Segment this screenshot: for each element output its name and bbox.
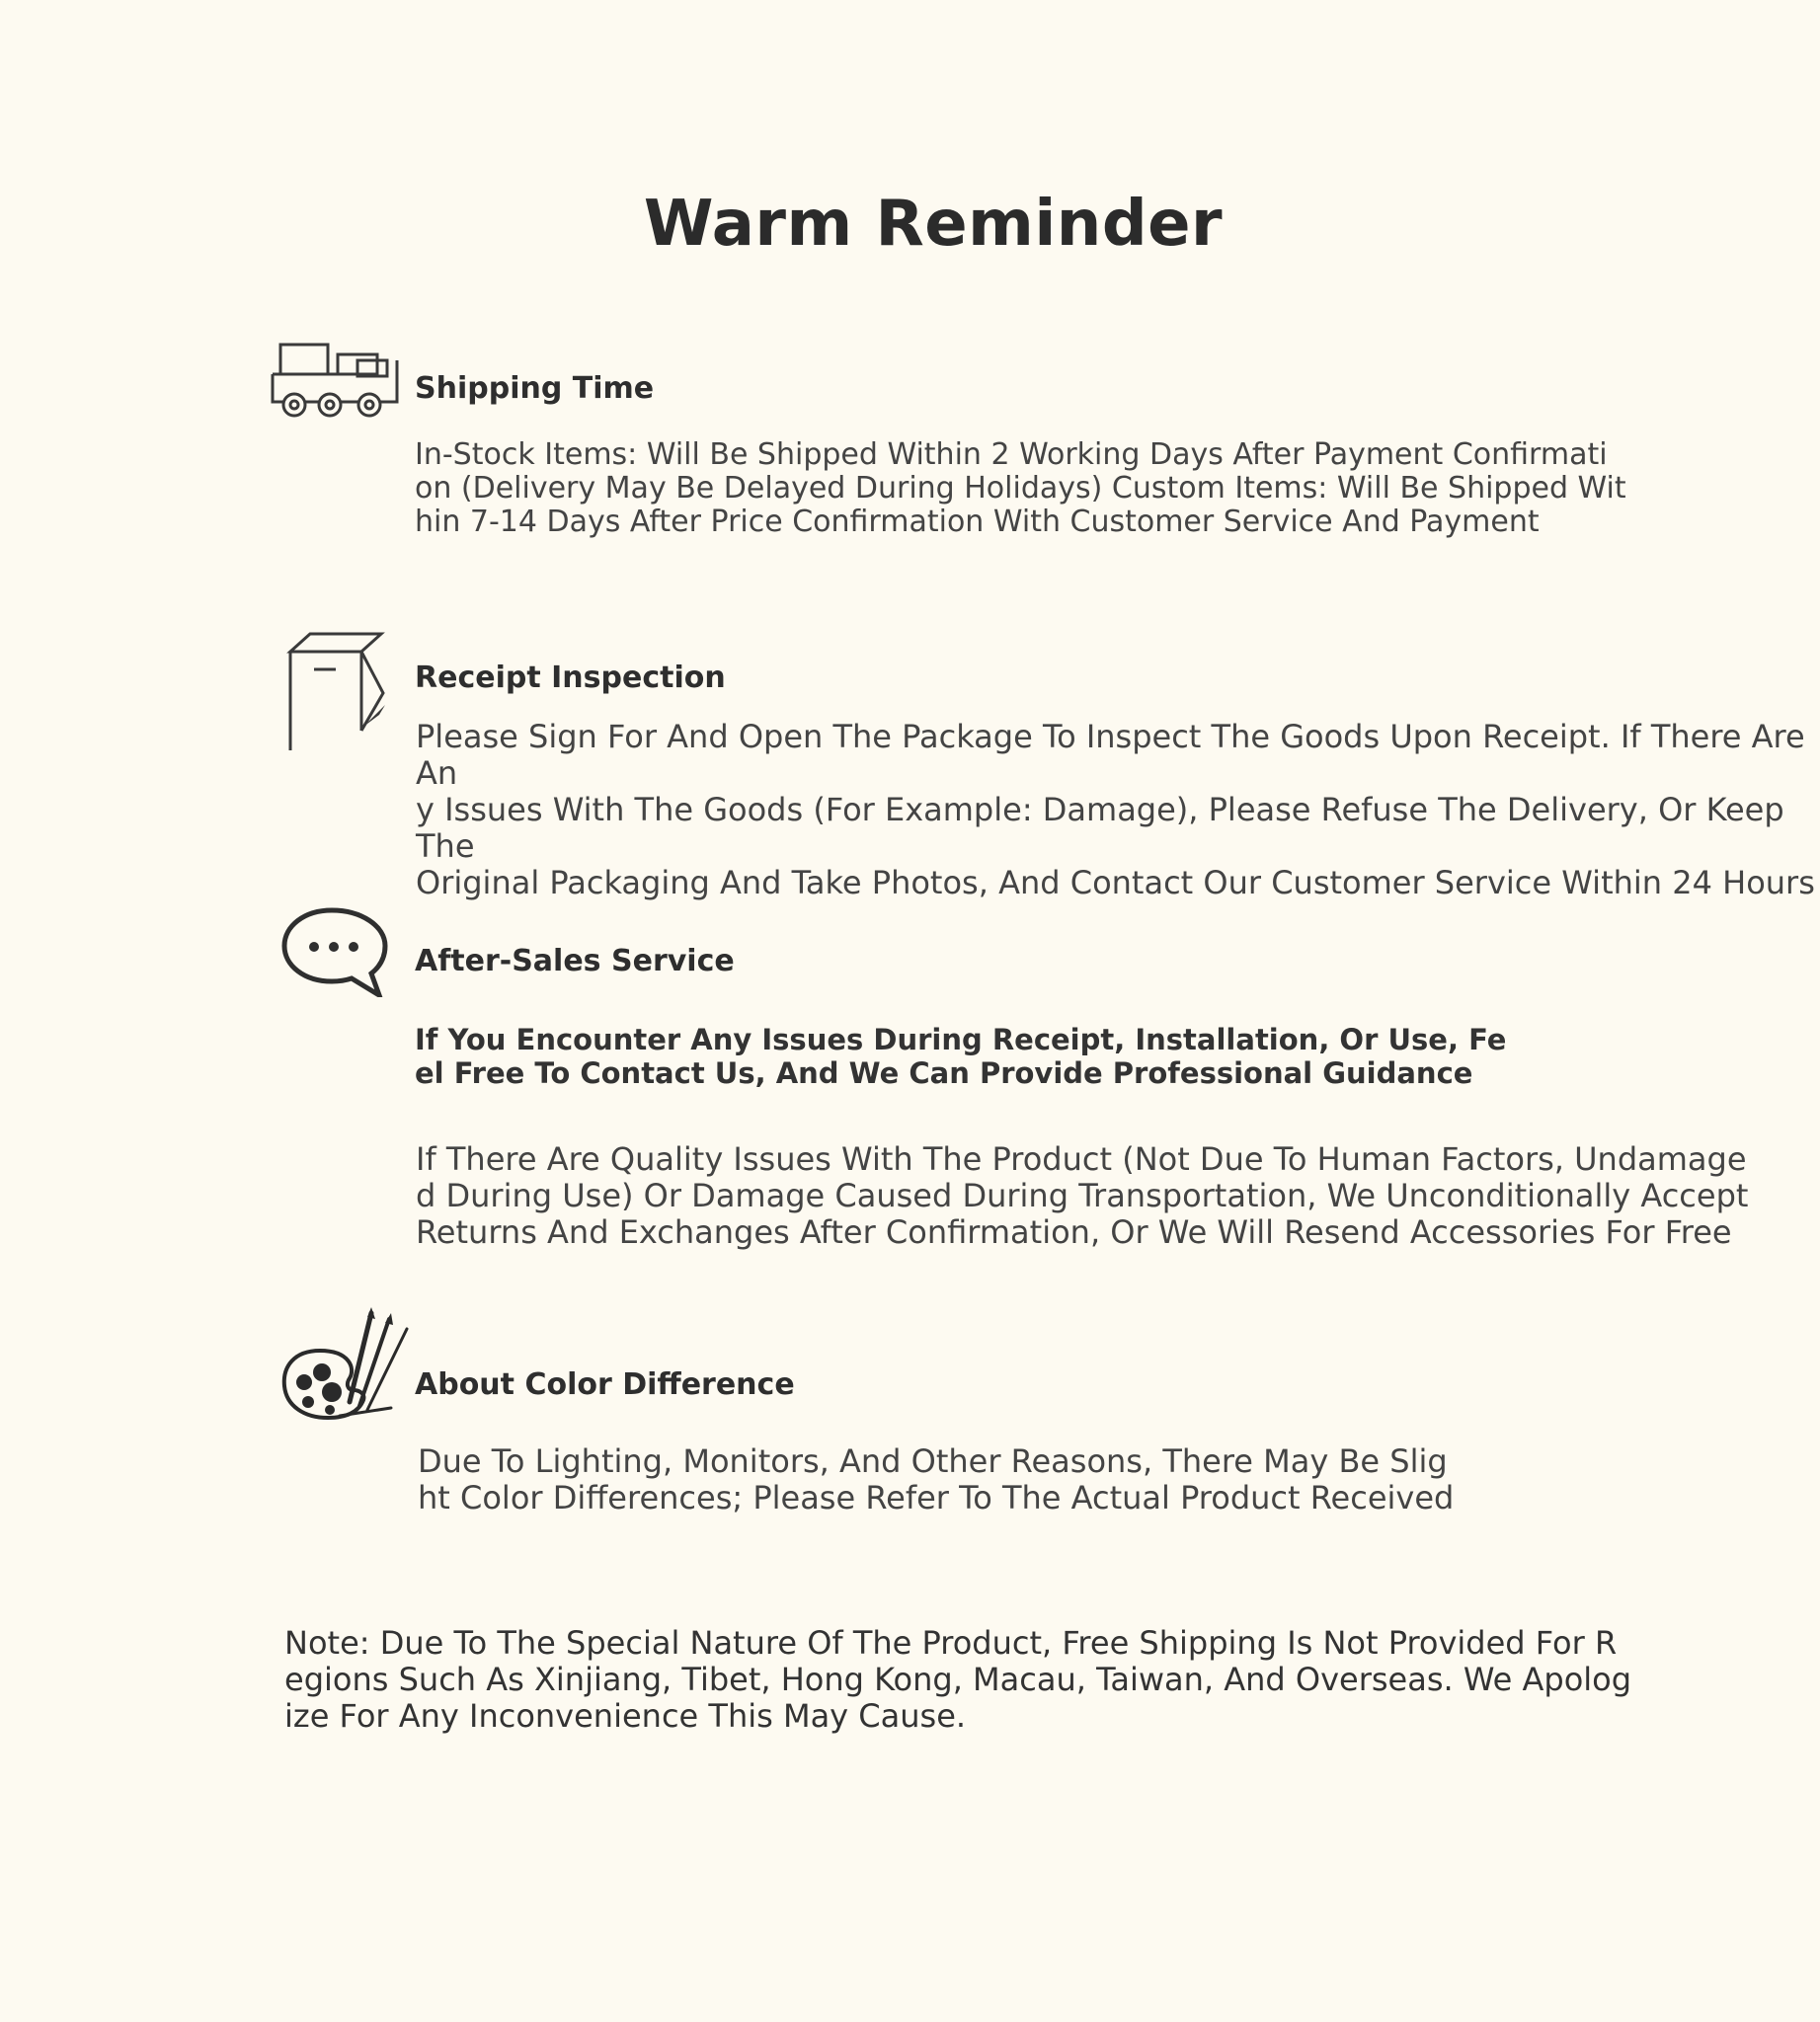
section-body-inspection: Please Sign For And Open The Package To Inspect The Goods Upon Receipt. If There Are An y Issues With The Goods (For Example: Damage), Please Refuse The Delivery, Or Keep The Original Packaging And Take Photos, And Contact Our Customer Service Within 24 Hours xyxy=(416,718,1815,901)
truck-icon xyxy=(267,341,405,422)
section-body-after-sales-guidance: If You Encounter Any Issues During Receipt, Installation, Or Use, Fe el Free To Contact Us, And We Can Provide Professional Guidance xyxy=(415,1023,1507,1090)
section-heading-after-sales: After-Sales Service xyxy=(415,944,735,978)
section-heading-shipping: Shipping Time xyxy=(415,371,655,406)
section-body-after-sales-returns: If There Are Quality Issues With The Product (Not Due To Human Factors, Undamage d During Use) Or Damage Caused During Transportation, We Unconditionally Accept Returns And Exchanges After Confirmation, Or We Will Resend Accessories For Free xyxy=(416,1140,1749,1251)
section-body-shipping: In-Stock Items: Will Be Shipped Within 2 Working Days After Payment Confirmati on (Delivery May Be Delayed During Holidays) Custom Items: Will Be Shipped Wit hin 7-14 Days After Price Confirmation With Customer Service And Payment xyxy=(415,437,1626,539)
chat-bubble-icon xyxy=(280,906,391,997)
page-title: Warm Reminder xyxy=(643,188,1224,261)
section-body-color: Due To Lighting, Monitors, And Other Reasons, There May Be Slig ht Color Differences; Please Refer To The Actual Product Received xyxy=(418,1442,1455,1516)
palette-icon xyxy=(280,1303,415,1430)
section-heading-color: About Color Difference xyxy=(415,1367,795,1402)
shipping-note: Note: Due To The Special Nature Of The Product, Free Shipping Is Not Provided For R egions Such As Xinjiang, Tibet, Hong Kong, Macau, Taiwan, And Overseas. We Apolog ize For Any Inconvenience This May Cause. xyxy=(284,1624,1632,1735)
section-heading-inspection: Receipt Inspection xyxy=(415,661,726,695)
box-icon xyxy=(280,632,391,754)
